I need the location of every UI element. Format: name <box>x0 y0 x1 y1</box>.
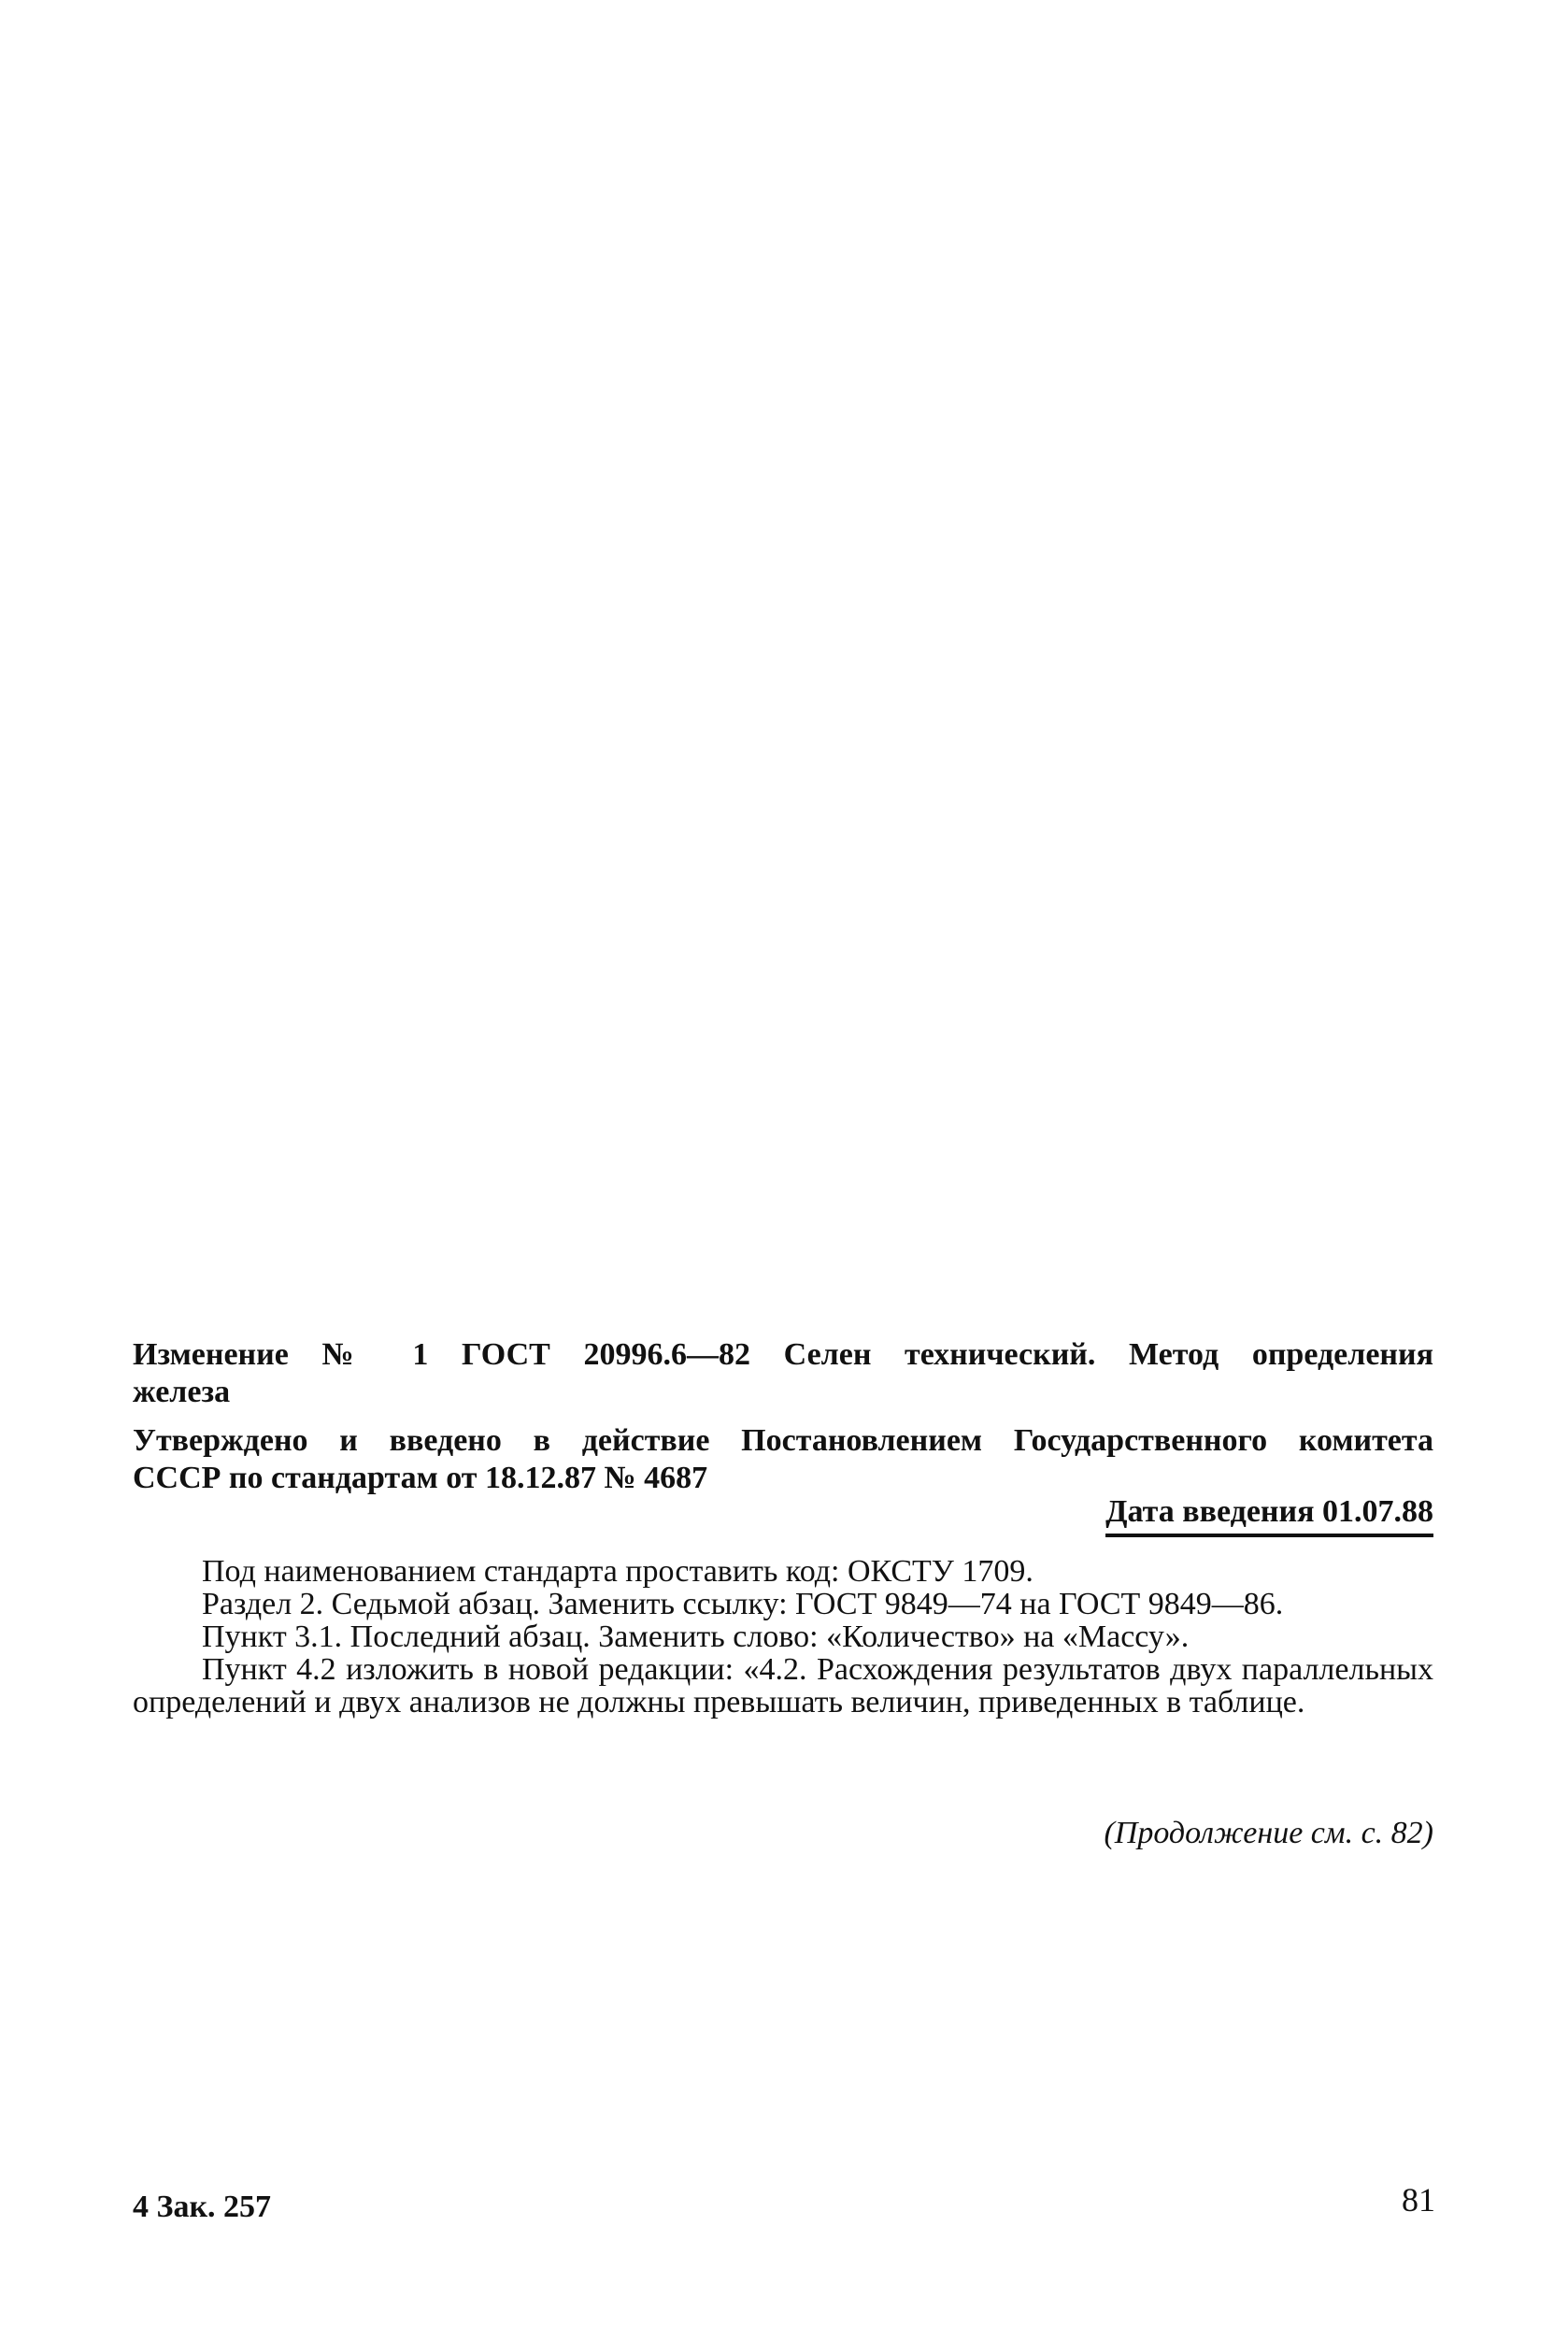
amendment-title-line-2: железа <box>133 1375 231 1409</box>
page-number: 81 <box>1402 2181 1435 2219</box>
paragraph-item-3-1: Пункт 3.1. Последний абзац. Заменить слово: «Количество» на «Массу». <box>202 1619 1190 1654</box>
continuation-note: (Продолжение см. с. 82) <box>1104 1816 1433 1850</box>
effective-date: Дата введения 01.07.88 <box>1105 1493 1433 1537</box>
order-number: 4 Зак. 257 <box>133 2190 272 2224</box>
approval-statement <box>133 1422 1433 1497</box>
amendment-title-line-1: Изменение № 1 ГОСТ 20996.6—82 Селен технический. Метод определения <box>133 1337 1433 1372</box>
paragraph-item-4-2: Пункт 4.2 изложить в новой редакции: «4.2. Расхождения результатов двух параллельных определений и двух анализов не должны превышать величин, приведенных в таблице. <box>133 1652 1433 1719</box>
approval-line-2: СССР по стандартам от 18.12.87 № 4687 <box>133 1461 708 1495</box>
amendment-body <box>133 1555 1433 1719</box>
approval-line-1: Утверждено и введено в действие Постановлением Государственного комитета <box>133 1423 1433 1458</box>
paragraph-okstu-code: Под наименованием стандарта проставить код: ОКСТУ 1709. <box>202 1554 1033 1589</box>
paragraph-section-2: Раздел 2. Седьмой абзац. Заменить ссылку: ГОСТ 9849—74 на ГОСТ 9849—86. <box>202 1587 1284 1621</box>
amendment-title <box>133 1336 1433 1411</box>
